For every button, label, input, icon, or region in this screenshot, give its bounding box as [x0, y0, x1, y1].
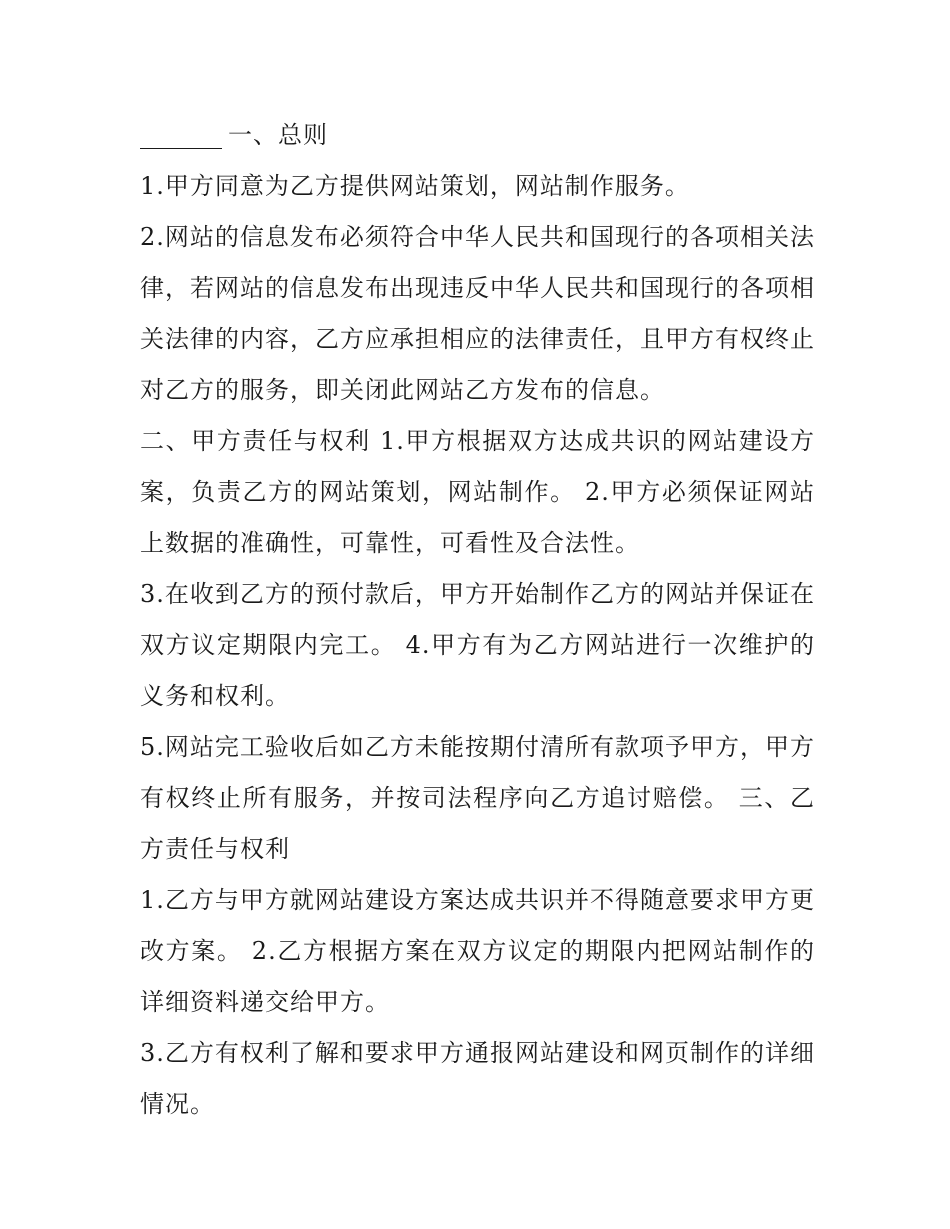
blank-underline: [140, 124, 222, 149]
section-heading: [140, 110, 815, 161]
paragraph-5: 5.网站完工验收后如乙方未能按期付清所有款项予甲方，甲方有权终止所有服务，并按司法程序向乙方追讨赔偿。 三、乙方责任与权利: [140, 733, 815, 863]
paragraph-1: 1.甲方同意为乙方提供网站策划，网站制作服务。: [140, 172, 690, 200]
heading-text: 一、总则: [228, 121, 328, 149]
paragraph-6: 1.乙方与甲方就网站建设方案达成共识并不得随意要求甲方更改方案。 2.乙方根据方案在双方议定的期限内把网站制作的详细资料递交给甲方。: [140, 886, 815, 1016]
paragraph-3: 二、甲方责任与权利 1.甲方根据双方达成共识的网站建设方案，负责乙方的网站策划，网站制作。 2.甲方必须保证网站上数据的准确性，可靠性，可看性及合法性。: [140, 427, 815, 557]
paragraph-2: 2.网站的信息发布必须符合中华人民共和国现行的各项相关法律，若网站的信息发布出现违反中华人民共和国现行的各项相关法律的内容，乙方应承担相应的法律责任，且甲方有权终止对乙方的服务，即关闭此网站乙方发布的信息。: [140, 223, 815, 404]
paragraph-4: 3.在收到乙方的预付款后，甲方开始制作乙方的网站并保证在双方议定期限内完工。 4.甲方有为乙方网站进行一次维护的义务和权利。: [140, 580, 815, 710]
document-page: [140, 110, 815, 1130]
paragraph-7: 3.乙方有权利了解和要求甲方通报网站建设和网页制作的详细情况。: [140, 1039, 815, 1118]
